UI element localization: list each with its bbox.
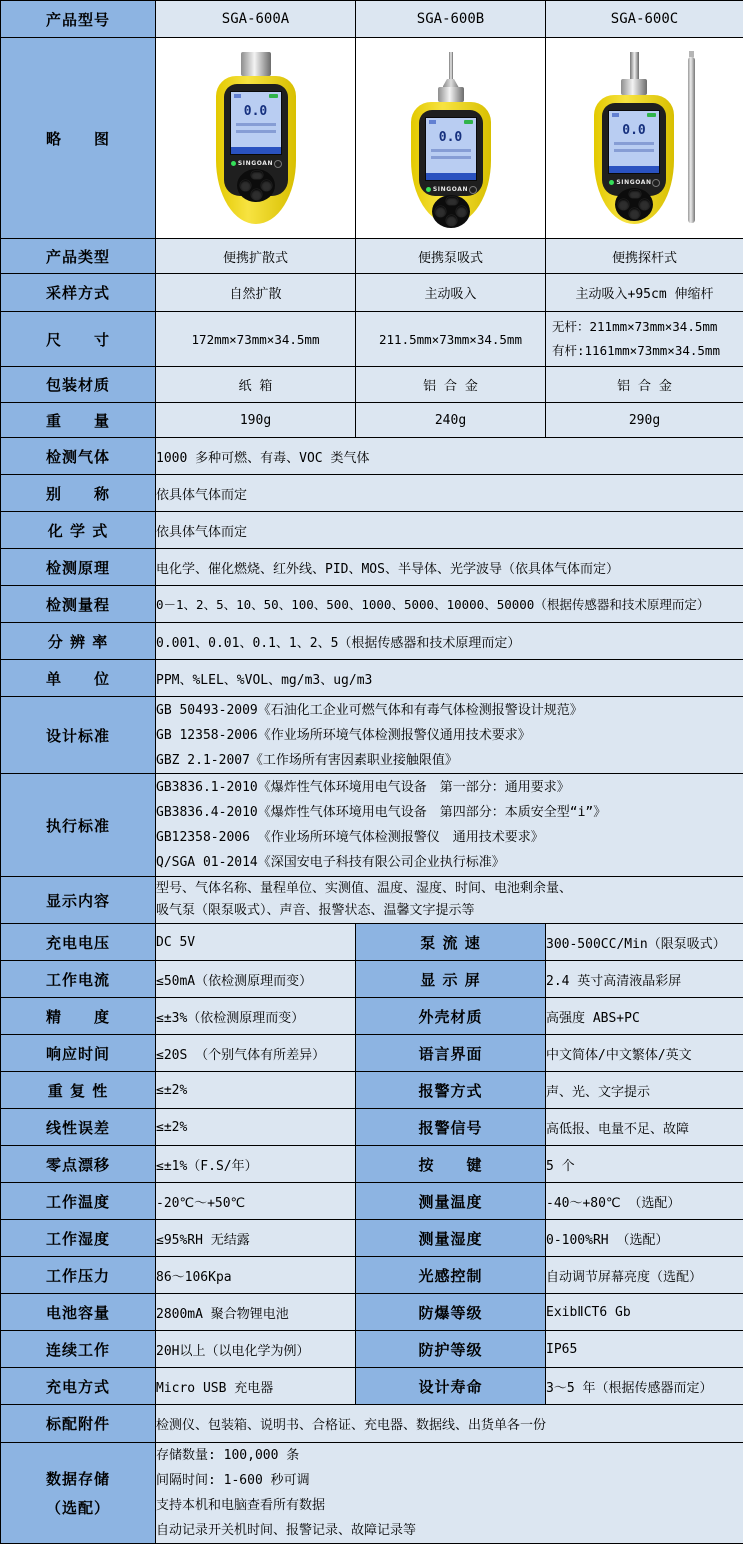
sensor-cap <box>438 87 464 102</box>
brand-label: SINGOAN <box>224 160 288 167</box>
power-icon <box>469 186 477 194</box>
size-c-line2: 有杆:1161mm×73mm×34.5mm <box>552 339 743 363</box>
spec-label: 设计寿命 <box>356 1368 546 1405</box>
spec-label: 测量温度 <box>356 1183 546 1220</box>
product-image-cell-b <box>356 38 546 239</box>
spec-value: 中文简体/中文繁体/英文 <box>546 1035 743 1072</box>
cell-alias: 依具体气体而定 <box>156 475 743 512</box>
cell-storage <box>156 1443 743 1544</box>
table-row-spec <box>1 1035 743 1072</box>
spec-value: Micro USB 充电器 <box>156 1368 356 1405</box>
device-sga-600a-image <box>216 52 296 224</box>
spec-label: 报警信号 <box>356 1109 546 1146</box>
spec-value: 20H以上（以电化学为例） <box>156 1331 356 1368</box>
cell-type-c: 便携探杆式 <box>546 239 743 274</box>
spec-value: -20℃～+50℃ <box>156 1183 356 1220</box>
exec-standard-line: GB3836.4-2010《爆炸性气体环境用电气设备 第四部分：本质安全型“i”》 <box>156 800 743 825</box>
table-row-spec <box>1 1220 743 1257</box>
pump-probe <box>449 52 453 79</box>
power-icon <box>274 160 282 168</box>
table-row-type <box>1 239 743 274</box>
spec-label: 工作电流 <box>1 961 156 998</box>
signal-icon <box>612 113 619 117</box>
spec-value: 高低报、电量不足、故障 <box>546 1109 743 1146</box>
spec-label: 光感控制 <box>356 1257 546 1294</box>
spec-value: ≤±3%（依检测原理而变） <box>156 998 356 1035</box>
table-row-exec-standard <box>1 774 743 877</box>
device-body <box>594 95 674 224</box>
cell-size-b: 211.5mm×73mm×34.5mm <box>356 312 546 367</box>
row-label-principle: 检测原理 <box>1 549 156 586</box>
table-row-spec <box>1 1183 743 1220</box>
table-row-spec <box>1 1257 743 1294</box>
row-label-gas: 检测气体 <box>1 438 156 475</box>
table-row-display-content <box>1 877 743 924</box>
probe-cone <box>443 79 459 87</box>
table-row-resolution <box>1 623 743 660</box>
cell-accessories: 检测仪、包装箱、说明书、合格证、充电器、数据线、出货单各一份 <box>156 1405 743 1443</box>
table-row-spec <box>1 1109 743 1146</box>
table-row-gas <box>1 438 743 475</box>
product-image-cell-c <box>546 38 743 239</box>
spec-value: 自动调节屏幕亮度（选配） <box>546 1257 743 1294</box>
size-c-line1: 无杆：211mm×73mm×34.5mm <box>552 315 743 339</box>
table-row-spec <box>1 1146 743 1183</box>
device-sga-600b-image <box>411 52 491 224</box>
display-content-line: 型号、气体名称、量程单位、实测值、温度、湿度、时间、电池剩余量、 <box>156 878 743 900</box>
keypad <box>615 188 653 221</box>
spec-label: 充电电压 <box>1 924 156 961</box>
display-content-line: 吸气泵（限泵吸式）、声音、报警状态、温馨文字提示等 <box>156 900 743 922</box>
spec-value: IP65 <box>546 1331 743 1368</box>
screen-status-bar <box>609 166 659 173</box>
cell-size-c <box>546 312 743 367</box>
spec-label: 线性误差 <box>1 1109 156 1146</box>
cell-resolution: 0.001、0.01、0.1、1、2、5（根据传感器和技术原理而定） <box>156 623 743 660</box>
table-row-principle <box>1 549 743 586</box>
exec-standard-line: Q/SGA 01-2014《深国安电子科技有限公司企业执行标准》 <box>156 850 743 875</box>
row-label-range: 检测量程 <box>1 586 156 623</box>
keypad <box>237 169 275 202</box>
spec-value: ExibⅡCT6 Gb <box>546 1294 743 1331</box>
row-label-alias: 别 称 <box>1 475 156 512</box>
spec-label: 重 复 性 <box>1 1072 156 1109</box>
spec-value: 5 个 <box>546 1146 743 1183</box>
table-row-storage <box>1 1443 743 1544</box>
cell-weight-c: 290g <box>546 403 743 438</box>
row-label-display-content: 显示内容 <box>1 877 156 924</box>
spec-value: DC 5V <box>156 924 356 961</box>
row-label-exec-standard: 执行标准 <box>1 774 156 877</box>
spec-value: ≤±2% <box>156 1109 356 1146</box>
design-standard-line: GB 12358-2006《作业场所环境气体检测报警仪通用技术要求》 <box>156 723 743 748</box>
row-label-sketch: 略 图 <box>1 38 156 239</box>
model-name-b: SGA-600B <box>356 1 546 38</box>
row-label-accessories: 标配附件 <box>1 1405 156 1443</box>
spec-value: 86～106Kpa <box>156 1257 356 1294</box>
brand-label: SINGOAN <box>602 179 666 186</box>
spec-label: 防爆等级 <box>356 1294 546 1331</box>
row-label-unit: 单 位 <box>1 660 156 697</box>
table-row-sketch <box>1 38 743 239</box>
spec-value: -40～+80℃ （选配） <box>546 1183 743 1220</box>
spec-label: 充电方式 <box>1 1368 156 1405</box>
cell-exec-standard <box>156 774 743 877</box>
table-row-design-standard <box>1 697 743 774</box>
cell-package-c: 铝 合 金 <box>546 367 743 403</box>
exec-standard-line: GB3836.1-2010《爆炸性气体环境用电气设备 第一部分：通用要求》 <box>156 775 743 800</box>
spec-label: 电池容量 <box>1 1294 156 1331</box>
device-sga-600c-image <box>594 52 674 224</box>
storage-label-line1: 数据存储 <box>1 1468 155 1489</box>
cell-weight-a: 190g <box>156 403 356 438</box>
device-body <box>411 102 491 224</box>
cell-weight-b: 240g <box>356 403 546 438</box>
design-standard-line: GBZ 2.1-2007《工作场所有害因素职业接触限值》 <box>156 748 743 773</box>
spec-label: 报警方式 <box>356 1072 546 1109</box>
power-icon <box>652 179 660 187</box>
spec-label: 外壳材质 <box>356 998 546 1035</box>
model-name-a: SGA-600A <box>156 1 356 38</box>
row-label-type: 产品类型 <box>1 239 156 274</box>
table-row-spec <box>1 924 743 961</box>
spec-label: 工作温度 <box>1 1183 156 1220</box>
sensor-cap <box>621 79 647 95</box>
spec-label: 响应时间 <box>1 1035 156 1072</box>
device-body <box>216 76 296 224</box>
cell-type-a: 便携扩散式 <box>156 239 356 274</box>
spec-label: 防护等级 <box>356 1331 546 1368</box>
spec-value: ≤±2% <box>156 1072 356 1109</box>
signal-icon <box>429 120 436 124</box>
spec-label: 泵 流 速 <box>356 924 546 961</box>
table-row-spec <box>1 1072 743 1109</box>
row-label-design-standard: 设计标准 <box>1 697 156 774</box>
spec-value: ≤20S （个别气体有所差异） <box>156 1035 356 1072</box>
screen-status-bar <box>426 173 476 180</box>
spec-label: 显 示 屏 <box>356 961 546 998</box>
pump-tube <box>630 52 639 79</box>
device-screen <box>608 110 660 174</box>
table-row-formula <box>1 512 743 549</box>
row-label-formula: 化 学 式 <box>1 512 156 549</box>
storage-label-line2: （选配） <box>1 1497 155 1518</box>
table-row-weight <box>1 403 743 438</box>
spec-value: 3～5 年（根据传感器而定） <box>546 1368 743 1405</box>
row-label-weight: 重 量 <box>1 403 156 438</box>
storage-line: 自动记录开关机时间、报警记录、故障记录等 <box>156 1518 743 1543</box>
status-led <box>609 180 614 185</box>
table-row-range <box>1 586 743 623</box>
product-image-cell-a <box>156 38 356 239</box>
table-row-package <box>1 367 743 403</box>
spec-value: 声、光、文字提示 <box>546 1072 743 1109</box>
row-label-package: 包装材质 <box>1 367 156 403</box>
cell-sampling-a: 自然扩散 <box>156 274 356 312</box>
spec-label: 精 度 <box>1 998 156 1035</box>
spec-label: 零点漂移 <box>1 1146 156 1183</box>
cell-package-b: 铝 合 金 <box>356 367 546 403</box>
table-row-spec <box>1 961 743 998</box>
row-label-size: 尺 寸 <box>1 312 156 367</box>
cell-type-b: 便携泵吸式 <box>356 239 546 274</box>
battery-icon <box>269 94 278 98</box>
storage-line: 支持本机和电脑查看所有数据 <box>156 1493 743 1518</box>
row-label-sampling: 采样方式 <box>1 274 156 312</box>
spec-label: 工作湿度 <box>1 1220 156 1257</box>
spec-value: ≤95%RH 无结露 <box>156 1220 356 1257</box>
table-row-sampling <box>1 274 743 312</box>
brand-label: SINGOAN <box>419 186 483 193</box>
cell-package-a: 纸 箱 <box>156 367 356 403</box>
row-label-model: 产品型号 <box>1 1 156 38</box>
cell-sampling-b: 主动吸入 <box>356 274 546 312</box>
table-row-spec <box>1 1294 743 1331</box>
table-row-alias <box>1 475 743 512</box>
table-row-spec <box>1 998 743 1035</box>
device-screen <box>230 91 282 155</box>
storage-line: 存储数量: 100,000 条 <box>156 1443 743 1468</box>
spec-value: 高强度 ABS+PC <box>546 998 743 1035</box>
exec-standard-line: GB12358-2006 《作业场所环境气体检测报警仪 通用技术要求》 <box>156 825 743 850</box>
spec-label: 按 键 <box>356 1146 546 1183</box>
spec-value: 0-100%RH （选配） <box>546 1220 743 1257</box>
cell-size-a: 172mm×73mm×34.5mm <box>156 312 356 367</box>
storage-line: 间隔时间: 1-600 秒可调 <box>156 1468 743 1493</box>
spec-label: 连续工作 <box>1 1331 156 1368</box>
design-standard-line: GB 50493-2009《石油化工企业可燃气体和有毒气体检测报警设计规范》 <box>156 698 743 723</box>
spec-value: 2800mA 聚合物锂电池 <box>156 1294 356 1331</box>
screen-reading: 0.0 <box>609 123 659 138</box>
screen-status-bar <box>231 147 281 154</box>
device-screen <box>425 117 477 181</box>
table-row-spec <box>1 1368 743 1405</box>
battery-icon <box>647 113 656 117</box>
cell-design-standard <box>156 697 743 774</box>
signal-icon <box>234 94 241 98</box>
telescopic-rod <box>688 57 695 223</box>
row-label-storage <box>1 1443 156 1544</box>
model-name-c: SGA-600C <box>546 1 743 38</box>
spec-value: ≤±1%（F.S/年） <box>156 1146 356 1183</box>
battery-icon <box>464 120 473 124</box>
cell-display-content <box>156 877 743 924</box>
cell-unit: PPM、%LEL、%VOL、mg/m3、ug/m3 <box>156 660 743 697</box>
table-row-model <box>1 1 743 38</box>
spec-value: 300-500CC/Min（限泵吸式） <box>546 924 743 961</box>
sensor-cap <box>241 52 271 76</box>
screen-reading: 0.0 <box>231 104 281 119</box>
table-row-accessories <box>1 1405 743 1443</box>
screen-reading: 0.0 <box>426 130 476 145</box>
spec-label: 语言界面 <box>356 1035 546 1072</box>
spec-value: ≤50mA（依检测原理而变） <box>156 961 356 998</box>
cell-formula: 依具体气体而定 <box>156 512 743 549</box>
spec-label: 测量湿度 <box>356 1220 546 1257</box>
spec-label: 工作压力 <box>1 1257 156 1294</box>
table-row-unit <box>1 660 743 697</box>
cell-sampling-c: 主动吸入+95cm 伸缩杆 <box>546 274 743 312</box>
row-label-resolution: 分 辨 率 <box>1 623 156 660</box>
status-led <box>426 187 431 192</box>
cell-gas: 1000 多种可燃、有毒、VOC 类气体 <box>156 438 743 475</box>
spec-value: 2.4 英寸高清液晶彩屏 <box>546 961 743 998</box>
cell-principle: 电化学、催化燃烧、红外线、PID、MOS、半导体、光学波导（依具体气体而定） <box>156 549 743 586</box>
cell-range: 0－1、2、5、10、50、100、500、1000、5000、10000、50000（根据传感器和技术原理而定） <box>156 586 743 623</box>
table-row-size <box>1 312 743 367</box>
keypad <box>432 195 470 228</box>
status-led <box>231 161 236 166</box>
table-row-spec <box>1 1331 743 1368</box>
